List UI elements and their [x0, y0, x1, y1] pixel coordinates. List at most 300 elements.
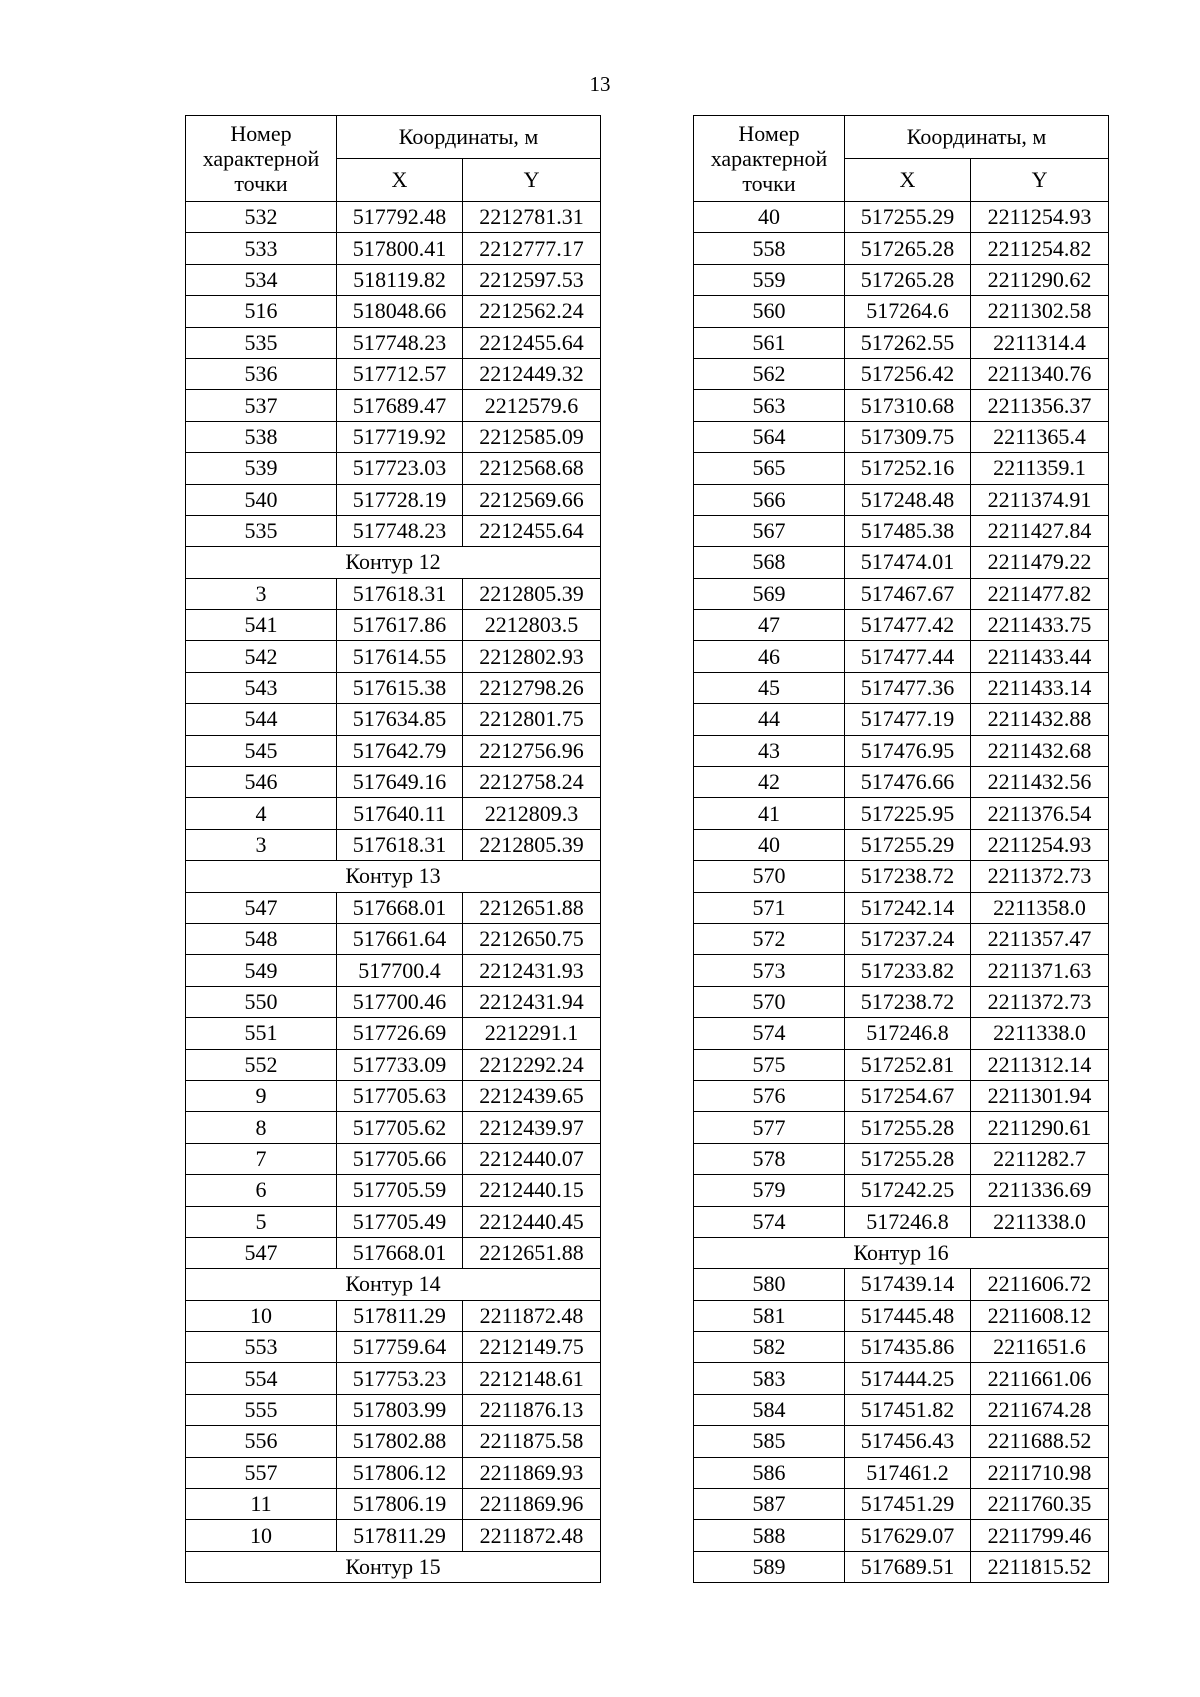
y-coordinate-cell: 2212562.24 — [463, 296, 601, 327]
table-row — [186, 233, 601, 264]
y-coordinate-cell: 2211254.93 — [971, 202, 1109, 233]
y-coordinate-cell: 2211688.52 — [971, 1426, 1109, 1457]
x-coordinate-cell: 517477.42 — [845, 610, 971, 641]
x-coordinate-cell: 517252.81 — [845, 1049, 971, 1080]
point-number-cell: 40 — [694, 829, 845, 860]
table-row — [694, 296, 1109, 327]
y-coordinate-cell: 2212149.75 — [463, 1332, 601, 1363]
point-number-cell: 575 — [694, 1049, 845, 1080]
point-number-cell: 574 — [694, 1206, 845, 1237]
contour-label: Контур 15 — [186, 1551, 601, 1582]
coordinates-table-right — [693, 115, 1109, 1583]
y-coordinate-cell: 2211338.0 — [971, 1206, 1109, 1237]
point-number-cell: 10 — [186, 1300, 337, 1331]
x-coordinate-cell: 517689.51 — [845, 1551, 971, 1582]
y-coordinate-cell: 2211371.63 — [971, 955, 1109, 986]
table-row — [694, 767, 1109, 798]
table-row — [694, 1143, 1109, 1174]
y-coordinate-cell: 2211872.48 — [463, 1520, 601, 1551]
table-row — [186, 610, 601, 641]
x-coordinate-cell: 517748.23 — [337, 327, 463, 358]
point-number-cell: 570 — [694, 861, 845, 892]
y-coordinate-cell: 2212455.64 — [463, 327, 601, 358]
x-coordinate-cell: 518119.82 — [337, 264, 463, 295]
point-number-cell: 536 — [186, 358, 337, 389]
y-coordinate-cell: 2211358.0 — [971, 892, 1109, 923]
y-coordinate-cell: 2212291.1 — [463, 1018, 601, 1049]
point-number-cell: 44 — [694, 704, 845, 735]
point-number-cell: 562 — [694, 358, 845, 389]
point-number-cell: 585 — [694, 1426, 845, 1457]
x-coordinate-cell: 517246.8 — [845, 1018, 971, 1049]
x-coordinate-cell: 517726.69 — [337, 1018, 463, 1049]
table-row — [186, 1018, 601, 1049]
point-number-cell: 547 — [186, 1237, 337, 1268]
table-row — [694, 1175, 1109, 1206]
point-number-cell: 586 — [694, 1457, 845, 1488]
table-row — [186, 986, 601, 1017]
y-coordinate-cell: 2211312.14 — [971, 1049, 1109, 1080]
point-number-cell: 45 — [694, 672, 845, 703]
page-number: 13 — [589, 72, 611, 96]
x-coordinate-cell: 517242.25 — [845, 1175, 971, 1206]
point-number-cell: 554 — [186, 1363, 337, 1394]
point-number-cell: 583 — [694, 1363, 845, 1394]
x-coordinate-cell: 517705.62 — [337, 1112, 463, 1143]
point-number-cell: 532 — [186, 202, 337, 233]
header-x: X — [337, 159, 463, 202]
point-number-cell: 567 — [694, 515, 845, 546]
y-coordinate-cell: 2211869.93 — [463, 1457, 601, 1488]
point-number-cell: 581 — [694, 1300, 845, 1331]
x-coordinate-cell: 517451.29 — [845, 1489, 971, 1520]
y-coordinate-cell: 2211432.68 — [971, 735, 1109, 766]
table-row — [694, 986, 1109, 1017]
x-coordinate-cell: 517477.36 — [845, 672, 971, 703]
x-coordinate-cell: 517661.64 — [337, 923, 463, 954]
point-number-cell: 8 — [186, 1112, 337, 1143]
header-point-number: Номер характерной точки — [186, 116, 337, 202]
header-y: Y — [971, 159, 1109, 202]
y-coordinate-cell: 2212809.3 — [463, 798, 601, 829]
table-row — [694, 1426, 1109, 1457]
y-coordinate-cell: 2212455.64 — [463, 515, 601, 546]
y-coordinate-cell: 2211872.48 — [463, 1300, 601, 1331]
x-coordinate-cell: 517265.28 — [845, 233, 971, 264]
point-number-cell: 549 — [186, 955, 337, 986]
table-row — [694, 861, 1109, 892]
table-row — [186, 1143, 601, 1174]
x-coordinate-cell: 517700.4 — [337, 955, 463, 986]
x-coordinate-cell: 517439.14 — [845, 1269, 971, 1300]
table-row — [186, 1237, 601, 1268]
y-coordinate-cell: 2212449.32 — [463, 358, 601, 389]
table-row — [694, 610, 1109, 641]
point-number-cell: 577 — [694, 1112, 845, 1143]
y-coordinate-cell: 2212805.39 — [463, 829, 601, 860]
x-coordinate-cell: 517618.31 — [337, 578, 463, 609]
table-row — [694, 1551, 1109, 1582]
table-row — [694, 233, 1109, 264]
y-coordinate-cell: 2212431.93 — [463, 955, 601, 986]
x-coordinate-cell: 517705.66 — [337, 1143, 463, 1174]
y-coordinate-cell: 2211760.35 — [971, 1489, 1109, 1520]
point-number-cell: 582 — [694, 1332, 845, 1363]
table-row — [694, 421, 1109, 452]
table-row — [694, 578, 1109, 609]
table-row — [186, 704, 601, 735]
table-row — [186, 1489, 601, 1520]
y-coordinate-cell: 2212651.88 — [463, 892, 601, 923]
x-coordinate-cell: 517728.19 — [337, 484, 463, 515]
table-row — [186, 923, 601, 954]
table-row — [186, 264, 601, 295]
table-row — [694, 735, 1109, 766]
y-coordinate-cell: 2212803.5 — [463, 610, 601, 641]
x-coordinate-cell: 517252.16 — [845, 453, 971, 484]
x-coordinate-cell: 517264.6 — [845, 296, 971, 327]
y-coordinate-cell: 2212440.45 — [463, 1206, 601, 1237]
x-coordinate-cell: 517456.43 — [845, 1426, 971, 1457]
y-coordinate-cell: 2211302.58 — [971, 296, 1109, 327]
y-coordinate-cell: 2211356.37 — [971, 390, 1109, 421]
point-number-cell: 3 — [186, 578, 337, 609]
point-number-cell: 584 — [694, 1394, 845, 1425]
x-coordinate-cell: 517689.47 — [337, 390, 463, 421]
point-number-cell: 542 — [186, 641, 337, 672]
point-number-cell: 564 — [694, 421, 845, 452]
table-row — [694, 202, 1109, 233]
y-coordinate-cell: 2211799.46 — [971, 1520, 1109, 1551]
y-coordinate-cell: 2212292.24 — [463, 1049, 601, 1080]
point-number-cell: 574 — [694, 1018, 845, 1049]
y-coordinate-cell: 2212802.93 — [463, 641, 601, 672]
point-number-cell: 47 — [694, 610, 845, 641]
table-row — [186, 484, 601, 515]
table-row — [186, 421, 601, 452]
y-coordinate-cell: 2211359.1 — [971, 453, 1109, 484]
y-coordinate-cell: 2212650.75 — [463, 923, 601, 954]
point-number-cell: 540 — [186, 484, 337, 515]
table-row — [186, 358, 601, 389]
table-row — [186, 641, 601, 672]
y-coordinate-cell: 2211606.72 — [971, 1269, 1109, 1300]
y-coordinate-cell: 2212440.07 — [463, 1143, 601, 1174]
table-row — [186, 1426, 601, 1457]
table-row — [186, 1520, 601, 1551]
table-row — [694, 547, 1109, 578]
point-number-cell: 570 — [694, 986, 845, 1017]
coordinates-table-left — [185, 115, 601, 1583]
y-coordinate-cell: 2211372.73 — [971, 986, 1109, 1017]
table-row — [694, 358, 1109, 389]
x-coordinate-cell: 517445.48 — [845, 1300, 971, 1331]
y-coordinate-cell: 2211301.94 — [971, 1080, 1109, 1111]
x-coordinate-cell: 517759.64 — [337, 1332, 463, 1363]
y-coordinate-cell: 2211357.47 — [971, 923, 1109, 954]
header-coordinates: Координаты, м — [845, 116, 1109, 159]
table-row — [186, 515, 601, 546]
y-coordinate-cell: 2211340.76 — [971, 358, 1109, 389]
table-row — [186, 453, 601, 484]
table-row — [186, 327, 601, 358]
contour-label: Контур 12 — [186, 547, 601, 578]
x-coordinate-cell: 517485.38 — [845, 515, 971, 546]
point-number-cell: 552 — [186, 1049, 337, 1080]
point-number-cell: 545 — [186, 735, 337, 766]
point-number-cell: 551 — [186, 1018, 337, 1049]
y-coordinate-cell: 2212579.6 — [463, 390, 601, 421]
table-row — [186, 892, 601, 923]
y-coordinate-cell: 2212597.53 — [463, 264, 601, 295]
point-number-cell: 573 — [694, 955, 845, 986]
y-coordinate-cell: 2211433.44 — [971, 641, 1109, 672]
header-point-number: Номер характерной точки — [694, 116, 845, 202]
point-number-cell: 41 — [694, 798, 845, 829]
x-coordinate-cell: 517668.01 — [337, 1237, 463, 1268]
y-coordinate-cell: 2212651.88 — [463, 1237, 601, 1268]
x-coordinate-cell: 517806.19 — [337, 1489, 463, 1520]
x-coordinate-cell: 517255.29 — [845, 202, 971, 233]
table-row — [186, 1300, 601, 1331]
point-number-cell: 4 — [186, 798, 337, 829]
y-coordinate-cell: 2212568.68 — [463, 453, 601, 484]
table-row — [694, 327, 1109, 358]
point-number-cell: 579 — [694, 1175, 845, 1206]
y-coordinate-cell: 2211432.56 — [971, 767, 1109, 798]
y-coordinate-cell: 2211290.61 — [971, 1112, 1109, 1143]
table-row — [186, 1112, 601, 1143]
x-coordinate-cell: 517254.67 — [845, 1080, 971, 1111]
point-number-cell: 43 — [694, 735, 845, 766]
x-coordinate-cell: 517238.72 — [845, 861, 971, 892]
point-number-cell: 544 — [186, 704, 337, 735]
x-coordinate-cell: 517733.09 — [337, 1049, 463, 1080]
point-number-cell: 553 — [186, 1332, 337, 1363]
y-coordinate-cell: 2211254.82 — [971, 233, 1109, 264]
x-coordinate-cell: 517248.48 — [845, 484, 971, 515]
table-row — [694, 1332, 1109, 1363]
point-number-cell: 589 — [694, 1551, 845, 1582]
point-number-cell: 550 — [186, 986, 337, 1017]
x-coordinate-cell: 517806.12 — [337, 1457, 463, 1488]
point-number-cell: 7 — [186, 1143, 337, 1174]
table-row — [186, 955, 601, 986]
x-coordinate-cell: 517238.72 — [845, 986, 971, 1017]
point-number-cell: 535 — [186, 327, 337, 358]
table-row — [694, 1489, 1109, 1520]
table-row — [186, 1457, 601, 1488]
point-number-cell: 537 — [186, 390, 337, 421]
x-coordinate-cell: 517461.2 — [845, 1457, 971, 1488]
point-number-cell: 566 — [694, 484, 845, 515]
point-number-cell: 561 — [694, 327, 845, 358]
point-number-cell: 568 — [694, 547, 845, 578]
table-row — [186, 578, 601, 609]
x-coordinate-cell: 517435.86 — [845, 1332, 971, 1363]
point-number-cell: 556 — [186, 1426, 337, 1457]
table-row — [186, 1332, 601, 1363]
point-number-cell: 10 — [186, 1520, 337, 1551]
table-row — [694, 1206, 1109, 1237]
y-coordinate-cell: 2211376.54 — [971, 798, 1109, 829]
x-coordinate-cell: 517255.29 — [845, 829, 971, 860]
point-number-cell: 560 — [694, 296, 845, 327]
x-coordinate-cell: 517803.99 — [337, 1394, 463, 1425]
table-row — [186, 202, 601, 233]
table-row — [694, 390, 1109, 421]
y-coordinate-cell: 2212148.61 — [463, 1363, 601, 1394]
y-coordinate-cell: 2212585.09 — [463, 421, 601, 452]
x-coordinate-cell: 517474.01 — [845, 547, 971, 578]
point-number-cell: 6 — [186, 1175, 337, 1206]
x-coordinate-cell: 517723.03 — [337, 453, 463, 484]
x-coordinate-cell: 517242.14 — [845, 892, 971, 923]
contour-label: Контур 14 — [186, 1269, 601, 1300]
point-number-cell: 42 — [694, 767, 845, 798]
point-number-cell: 557 — [186, 1457, 337, 1488]
x-coordinate-cell: 517476.95 — [845, 735, 971, 766]
x-coordinate-cell: 517467.67 — [845, 578, 971, 609]
contour-row — [186, 861, 601, 892]
contour-label: Контур 13 — [186, 861, 601, 892]
y-coordinate-cell: 2212756.96 — [463, 735, 601, 766]
y-coordinate-cell: 2211608.12 — [971, 1300, 1109, 1331]
y-coordinate-cell: 2211869.96 — [463, 1489, 601, 1520]
table-row — [694, 1394, 1109, 1425]
point-number-cell: 580 — [694, 1269, 845, 1300]
y-coordinate-cell: 2212798.26 — [463, 672, 601, 703]
point-number-cell: 40 — [694, 202, 845, 233]
point-number-cell: 569 — [694, 578, 845, 609]
point-number-cell: 541 — [186, 610, 337, 641]
point-number-cell: 571 — [694, 892, 845, 923]
table-row — [186, 1206, 601, 1237]
x-coordinate-cell: 517233.82 — [845, 955, 971, 986]
x-coordinate-cell: 517255.28 — [845, 1143, 971, 1174]
y-coordinate-cell: 2212777.17 — [463, 233, 601, 264]
table-row — [694, 1457, 1109, 1488]
point-number-cell: 547 — [186, 892, 337, 923]
y-coordinate-cell: 2211433.75 — [971, 610, 1109, 641]
y-coordinate-cell: 2211254.93 — [971, 829, 1109, 860]
contour-row — [186, 1269, 601, 1300]
table-row — [694, 1363, 1109, 1394]
x-coordinate-cell: 517246.8 — [845, 1206, 971, 1237]
table-row — [186, 1363, 601, 1394]
y-coordinate-cell: 2211432.88 — [971, 704, 1109, 735]
table-row — [694, 1049, 1109, 1080]
x-coordinate-cell: 517614.55 — [337, 641, 463, 672]
x-coordinate-cell: 517800.41 — [337, 233, 463, 264]
table-row — [694, 798, 1109, 829]
table-row — [694, 515, 1109, 546]
x-coordinate-cell: 517477.19 — [845, 704, 971, 735]
x-coordinate-cell: 517444.25 — [845, 1363, 971, 1394]
table-row — [694, 264, 1109, 295]
table-row — [694, 1520, 1109, 1551]
point-number-cell: 5 — [186, 1206, 337, 1237]
x-coordinate-cell: 517705.59 — [337, 1175, 463, 1206]
y-coordinate-cell: 2211314.4 — [971, 327, 1109, 358]
point-number-cell: 565 — [694, 453, 845, 484]
table-row — [186, 1175, 601, 1206]
x-coordinate-cell: 517712.57 — [337, 358, 463, 389]
y-coordinate-cell: 2211815.52 — [971, 1551, 1109, 1582]
y-coordinate-cell: 2211374.91 — [971, 484, 1109, 515]
point-number-cell: 534 — [186, 264, 337, 295]
point-number-cell: 543 — [186, 672, 337, 703]
x-coordinate-cell: 517476.66 — [845, 767, 971, 798]
header-x: X — [845, 159, 971, 202]
y-coordinate-cell: 2212805.39 — [463, 578, 601, 609]
y-coordinate-cell: 2211477.82 — [971, 578, 1109, 609]
y-coordinate-cell: 2212801.75 — [463, 704, 601, 735]
table-row — [186, 735, 601, 766]
table-row — [694, 923, 1109, 954]
point-number-cell: 558 — [694, 233, 845, 264]
table-row — [186, 390, 601, 421]
x-coordinate-cell: 517642.79 — [337, 735, 463, 766]
x-coordinate-cell: 517634.85 — [337, 704, 463, 735]
table-row — [694, 1300, 1109, 1331]
y-coordinate-cell: 2211290.62 — [971, 264, 1109, 295]
contour-label: Контур 16 — [694, 1237, 1109, 1268]
table-row — [694, 484, 1109, 515]
point-number-cell: 578 — [694, 1143, 845, 1174]
table-row — [694, 641, 1109, 672]
x-coordinate-cell: 517309.75 — [845, 421, 971, 452]
x-coordinate-cell: 517705.63 — [337, 1080, 463, 1111]
header-coordinates: Координаты, м — [337, 116, 601, 159]
point-number-cell: 46 — [694, 641, 845, 672]
point-number-cell: 533 — [186, 233, 337, 264]
x-coordinate-cell: 518048.66 — [337, 296, 463, 327]
x-coordinate-cell: 517477.44 — [845, 641, 971, 672]
table-row — [694, 1269, 1109, 1300]
x-coordinate-cell: 517748.23 — [337, 515, 463, 546]
y-coordinate-cell: 2212569.66 — [463, 484, 601, 515]
x-coordinate-cell: 517237.24 — [845, 923, 971, 954]
point-number-cell: 538 — [186, 421, 337, 452]
y-coordinate-cell: 2212440.15 — [463, 1175, 601, 1206]
point-number-cell: 11 — [186, 1489, 337, 1520]
contour-row — [694, 1237, 1109, 1268]
table-row — [186, 798, 601, 829]
y-coordinate-cell: 2211479.22 — [971, 547, 1109, 578]
point-number-cell: 563 — [694, 390, 845, 421]
table-row — [186, 829, 601, 860]
y-coordinate-cell: 2211365.4 — [971, 421, 1109, 452]
y-coordinate-cell: 2211433.14 — [971, 672, 1109, 703]
y-coordinate-cell: 2211674.28 — [971, 1394, 1109, 1425]
y-coordinate-cell: 2212758.24 — [463, 767, 601, 798]
point-number-cell: 9 — [186, 1080, 337, 1111]
y-coordinate-cell: 2211875.58 — [463, 1426, 601, 1457]
table-row — [186, 672, 601, 703]
y-coordinate-cell: 2211372.73 — [971, 861, 1109, 892]
header-y: Y — [463, 159, 601, 202]
table-row — [186, 1394, 601, 1425]
contour-row — [186, 1551, 601, 1582]
point-number-cell: 555 — [186, 1394, 337, 1425]
point-number-cell: 559 — [694, 264, 845, 295]
table-row — [186, 296, 601, 327]
x-coordinate-cell: 517668.01 — [337, 892, 463, 923]
point-number-cell: 546 — [186, 767, 337, 798]
y-coordinate-cell: 2212439.97 — [463, 1112, 601, 1143]
table-row — [694, 453, 1109, 484]
